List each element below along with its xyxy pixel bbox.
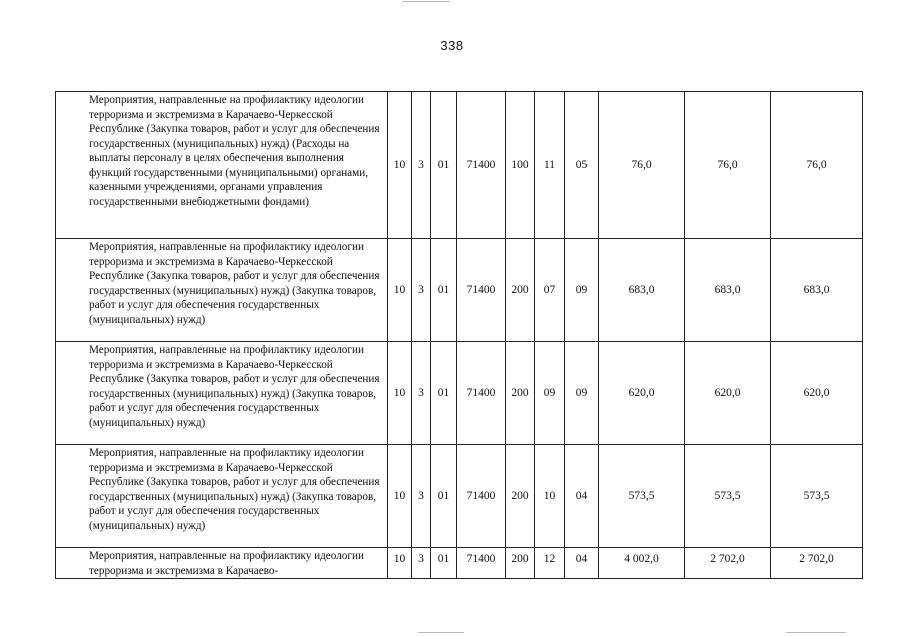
amount-cell: 620,0 (685, 342, 771, 445)
code-cell: 11 (535, 92, 565, 239)
code-cell: 3 (412, 92, 431, 239)
code-cell: 04 (565, 548, 599, 579)
code-cell: 71400 (457, 239, 506, 342)
code-cell: 200 (506, 548, 535, 579)
table-row (56, 445, 863, 548)
code-cell: 71400 (457, 92, 506, 239)
amount-cell: 76,0 (771, 92, 863, 239)
row-description: Мероприятия, направленные на профилактику идеологии терроризма и экстремизма в Карачаево-Черкесской Республике (Закупка товаров, работ и услуг для обеспечения государственных (муниципальных) нужд) (Закупка товаров, работ и услуг для обеспечения государственных (муниципальных) нужд) (56, 445, 388, 548)
code-cell: 09 (535, 342, 565, 445)
amount-cell: 76,0 (685, 92, 771, 239)
amount-cell: 573,5 (771, 445, 863, 548)
code-cell: 10 (535, 445, 565, 548)
code-cell: 01 (431, 92, 457, 239)
page-number: 338 (440, 38, 464, 53)
code-cell: 3 (412, 239, 431, 342)
amount-cell: 76,0 (599, 92, 685, 239)
amount-cell: 4 002,0 (599, 548, 685, 579)
amount-cell: 573,5 (685, 445, 771, 548)
code-cell: 12 (535, 548, 565, 579)
code-cell: 07 (535, 239, 565, 342)
code-cell: 09 (565, 239, 599, 342)
code-cell: 10 (388, 342, 412, 445)
code-cell: 200 (506, 342, 535, 445)
code-cell: 10 (388, 239, 412, 342)
table-row (56, 239, 863, 342)
row-description: Мероприятия, направленные на профилактику идеологии терроризма и экстремизма в Карачаево-Черкесской Республике (Закупка товаров, работ и услуг для обеспечения государственных (муниципальных) нужд) (Закупка товаров, работ и услуг для обеспечения государственных (муниципальных) нужд) (56, 342, 388, 445)
code-cell: 01 (431, 548, 457, 579)
row-description: Мероприятия, направленные на профилактику идеологии терроризма и экстремизма в Карачаево-Черкесской Республике (Закупка товаров, работ и услуг для обеспечения государственных (муниципальных) нужд) (Закупка товаров, работ и услуг для обеспечения государственных (муниципальных) нужд) (56, 239, 388, 342)
code-cell: 10 (388, 445, 412, 548)
scan-artifact-line (786, 632, 846, 633)
code-cell: 200 (506, 239, 535, 342)
code-cell: 3 (412, 445, 431, 548)
row-description: Мероприятия, направленные на профилактику идеологии терроризма и экстремизма в Карачаево-Черкесской Республике (Закупка товаров, работ и услуг для обеспечения государственных (муниципальных) нужд) (Расходы на выплаты персоналу в целях обеспечения выполнения функций государственными (муниципальными) органами, казенными учреждениями, органами управления государственными внебюджетными фондами) (56, 92, 388, 239)
code-cell: 09 (565, 342, 599, 445)
code-cell: 71400 (457, 548, 506, 579)
row-description: Мероприятия, направленные на профилактику идеологии терроризма и экстремизма в Карачаево- (56, 548, 388, 579)
amount-cell: 2 702,0 (685, 548, 771, 579)
scan-artifact-line (418, 632, 464, 633)
code-cell: 3 (412, 548, 431, 579)
amount-cell: 683,0 (599, 239, 685, 342)
code-cell: 100 (506, 92, 535, 239)
amount-cell: 2 702,0 (771, 548, 863, 579)
amount-cell: 620,0 (771, 342, 863, 445)
code-cell: 71400 (457, 342, 506, 445)
code-cell: 05 (565, 92, 599, 239)
amount-cell: 683,0 (685, 239, 771, 342)
scan-artifact-line (402, 1, 450, 2)
code-cell: 10 (388, 92, 412, 239)
code-cell: 04 (565, 445, 599, 548)
code-cell: 01 (431, 239, 457, 342)
code-cell: 71400 (457, 445, 506, 548)
budget-table (55, 91, 863, 579)
code-cell: 3 (412, 342, 431, 445)
table-row (56, 342, 863, 445)
table-row (56, 92, 863, 239)
code-cell: 200 (506, 445, 535, 548)
code-cell: 10 (388, 548, 412, 579)
amount-cell: 683,0 (771, 239, 863, 342)
amount-cell: 573,5 (599, 445, 685, 548)
code-cell: 01 (431, 445, 457, 548)
table-row (56, 548, 863, 579)
amount-cell: 620,0 (599, 342, 685, 445)
code-cell: 01 (431, 342, 457, 445)
